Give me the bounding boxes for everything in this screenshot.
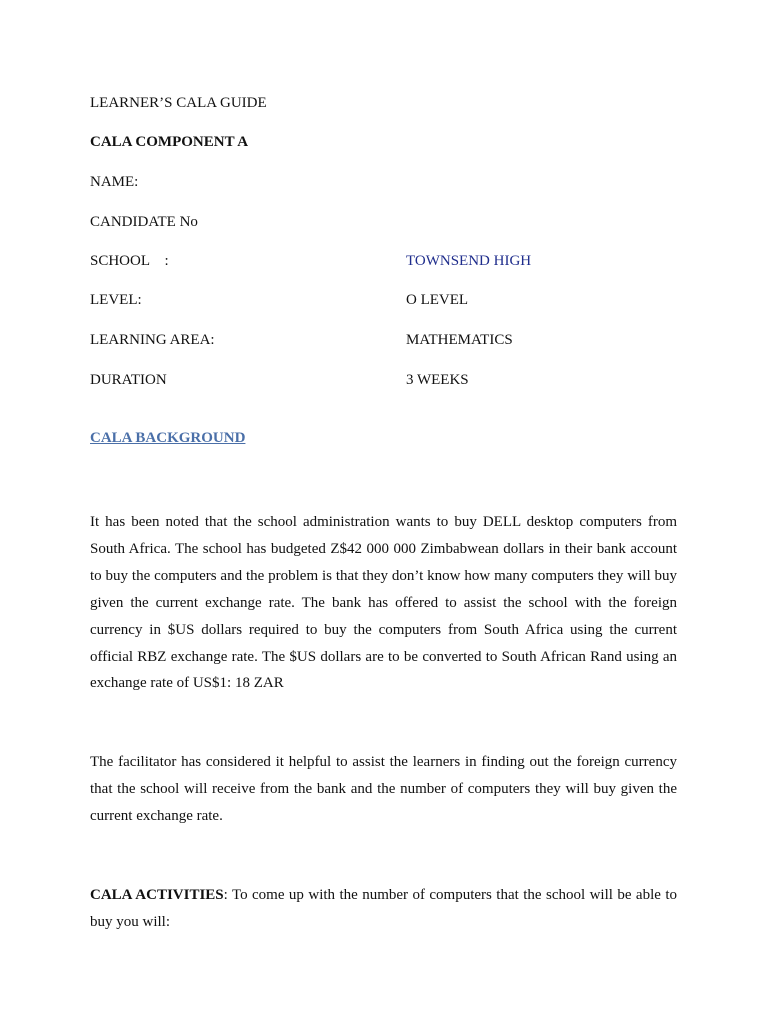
activities-label: CALA ACTIVITIES <box>90 887 224 903</box>
cala-background-heading[interactable]: CALA BACKGROUND <box>90 430 246 446</box>
level-value: O LEVEL <box>406 292 469 308</box>
component-title: CALA COMPONENT A <box>90 134 249 150</box>
level-label: LEVEL: <box>90 292 142 308</box>
school-value: TOWNSEND HIGH <box>406 253 532 269</box>
learning-area-label: LEARNING AREA: <box>90 332 215 348</box>
learning-area-value: MATHEMATICS <box>406 332 513 348</box>
duration-label: DURATION <box>90 372 167 388</box>
activities-text: : To come up with the number of computers that the school will be able to buy you will: <box>90 887 677 930</box>
activities-paragraph <box>90 882 677 936</box>
name-label: NAME: <box>90 174 139 190</box>
guide-title: LEARNER’S CALA GUIDE <box>90 95 267 111</box>
background-paragraph-1: It has been noted that the school administration wants to buy DELL desktop computers from South Africa. The school has budgeted Z$42 000 000 Zimbabwean dollars in their bank account to buy the computers and the problem is that they don’t know how many computers they will buy given the current exchange rate. The bank has offered to assist the school with the foreign currency in $US dollars required to buy the computers from South Africa using the current official RBZ exchange rate. The $US dollars are to be converted to South African Rand using an exchange rate of US$1: 18 ZAR <box>90 514 677 692</box>
background-paragraph-2: The facilitator has considered it helpful to assist the learners in finding out the foreign currency that the school will receive from the bank and the number of computers they will buy given the current exchange rate. <box>90 754 677 824</box>
duration-value: 3 WEEKS <box>406 372 469 388</box>
school-label: SCHOOL : <box>90 253 169 269</box>
candidate-label: CANDIDATE No <box>90 214 198 230</box>
